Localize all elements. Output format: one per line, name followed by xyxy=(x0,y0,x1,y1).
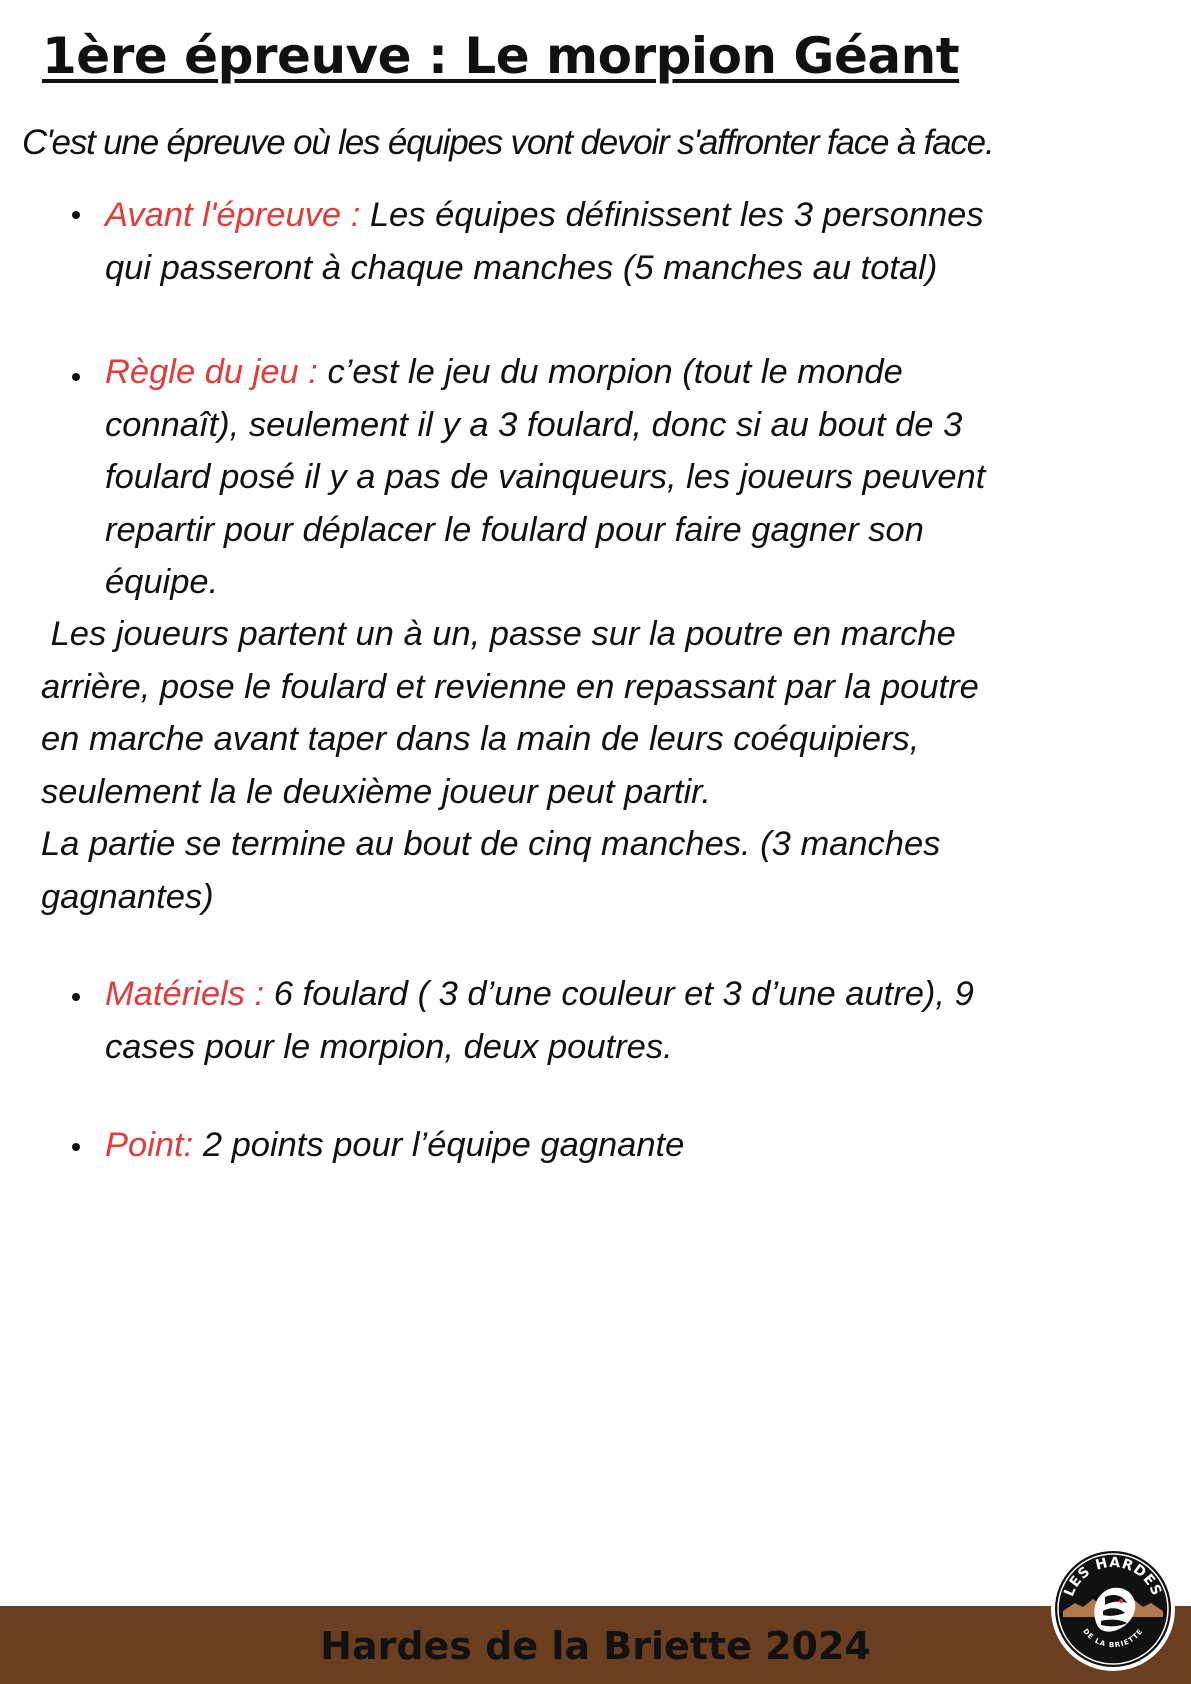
bullet-label: Règle du jeu : xyxy=(105,353,328,391)
rules-line: arrière, pose le foulard et revienne en repassant par la poutre xyxy=(41,667,979,706)
bullet-line: Les équipes définissent les 3 personnes xyxy=(369,196,984,234)
bullet-line: 2 points pour l’équipe gagnante xyxy=(202,1126,685,1164)
bullet-line: c’est le jeu du morpion (tout le monde xyxy=(327,353,903,391)
bullet-dot xyxy=(72,1143,80,1151)
logo-text-top: LES HARDES xyxy=(1061,1554,1165,1599)
page-title: 1ère épreuve : Le morpion Géant xyxy=(42,27,960,85)
bullet-line: connaît), seulement il y a 3 foulard, donc si au bout de 3 xyxy=(105,405,963,444)
bullet-line: qui passeront à chaque manches (5 manches au total) xyxy=(105,248,938,287)
rules-line: en marche avant taper dans la main de leurs coéquipiers, xyxy=(41,720,920,758)
rules-line: gagnantes) xyxy=(41,877,214,916)
rules-line: La partie se termine au bout de cinq manches. (3 manches xyxy=(41,825,941,863)
bullet-line: équipe. xyxy=(105,563,219,601)
bullet-label: Matériels : xyxy=(105,975,274,1013)
bullet-line: 6 foulard ( 3 d’une couleur et 3 d’une autre), 9 xyxy=(273,975,974,1013)
rules-line: seulement la le deuxième joueur peut partir. xyxy=(41,772,711,811)
bullet-dot xyxy=(72,993,80,1001)
bullet-label: Avant l'épreuve : xyxy=(105,196,370,234)
bullet-line: foulard posé il y a pas de vainqueurs, les joueurs peuvent xyxy=(105,458,986,496)
footer-title: Hardes de la Briette 2024 xyxy=(320,1624,871,1668)
bullet-line: cases pour le morpion, deux poutres. xyxy=(105,1027,673,1066)
rules-paragraph xyxy=(41,608,979,923)
rules-line: Les joueurs partent un à un, passe sur la poutre en marche xyxy=(41,615,956,653)
bullet-dot xyxy=(72,373,80,381)
bullet-line: repartir pour déplacer le foulard pour faire gagner son xyxy=(105,510,924,549)
logo xyxy=(1049,1545,1177,1673)
logo-text-bottom: DE LA BRIETTE xyxy=(1081,1627,1145,1650)
bullet-label: Point: xyxy=(105,1126,203,1164)
bullet-dot xyxy=(72,211,80,219)
intro-text: C'est une épreuve où les équipes vont devoir s'affronter face à face. xyxy=(22,123,994,162)
